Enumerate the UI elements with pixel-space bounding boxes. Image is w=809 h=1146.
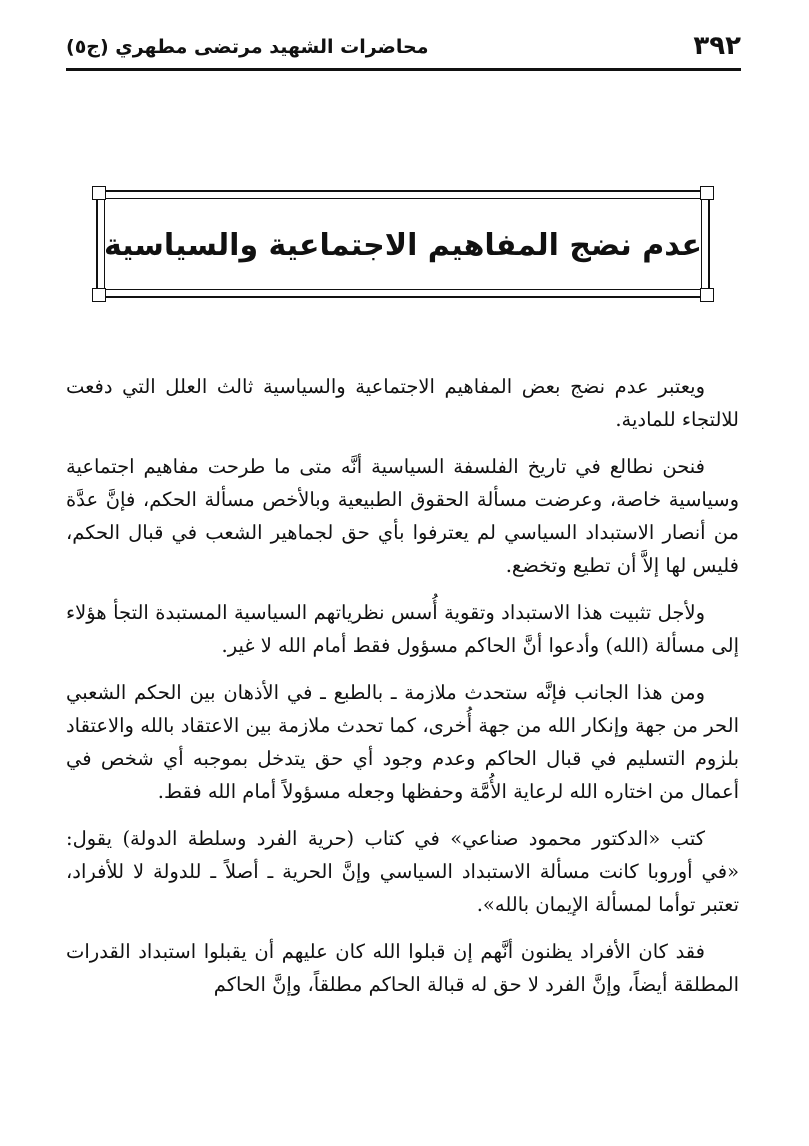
frame-corner-ornament (92, 288, 106, 302)
paragraph: فقد كان الأفراد يظنون أنَّهم إن قبلوا الله كان عليهم أن يقبلوا استبداد القدرات المطلقة أيضاً، وإنَّ الفرد لا حق له قبالة الحاكم مطلقاً، وإنَّ الحاكم (66, 940, 739, 996)
chapter-title: عدم نضج المفاهيم الاجتماعية والسياسية (103, 228, 703, 263)
running-header-title: محاضرات الشهيد مرتضى مطهري (ج٥) (66, 36, 429, 58)
body-text (66, 370, 739, 1015)
paragraph: ومن هذا الجانب فإنَّه ستحدث ملازمة ـ بالطبع ـ في الأذهان بين الحكم الشعبي الحر من جهة وإنكار الله من جهة أُخرى، كما تحدث ملازمة بين الاعتقاد بالله والاعتقاد بلزوم التسليم في قبال الحاكم وعدم وجود أي حق يتدخل بموجبه أي شخص في أعمال من اختاره الله لرعاية الأُمَّة وحفظها وجعله مسؤولاً أمام الله فقط. (66, 681, 739, 803)
running-header (66, 30, 741, 71)
paragraph: ولأجل تثبيت هذا الاستبداد وتقوية أُسس نظرياتهم السياسية المستبدة التجأ هؤلاء إلى مسألة (الله) وأدعوا أنَّ الحاكم مسؤول فقط أمام الله لا غير. (66, 601, 739, 657)
page-number: ٣٩٢ (693, 31, 741, 61)
frame-corner-ornament (700, 186, 714, 200)
frame-corner-ornament (700, 288, 714, 302)
frame-corner-ornament (92, 186, 106, 200)
chapter-title-frame (96, 190, 710, 298)
paragraph: كتب «الدكتور محمود صناعي» في كتاب (حرية الفرد وسلطة الدولة) يقول: «في أوروبا كانت مسألة الاستبداد السياسي وإنَّ الحرية ـ أصلاً ـ للدولة لا للأفراد، تعتبر توأما لمسألة الإيمان بالله». (66, 827, 739, 916)
paragraph: فنحن نطالع في تاريخ الفلسفة السياسية أنَّه متى ما طرحت مفاهيم اجتماعية وسياسية خاصة، وعرضت مسألة الحقوق الطبيعية وبالأخص مسألة الحكم، فإنَّ عدَّة من أنصار الاستبداد السياسي لم يعترفوا بأي حق لجماهير الشعب في قبال الحكم، فليس لها إلاَّ أن تطيع وتخضع. (66, 455, 739, 577)
paragraph: ويعتبر عدم نضج بعض المفاهيم الاجتماعية والسياسية ثالث العلل التي دفعت للالتجاء للمادية. (66, 375, 739, 431)
